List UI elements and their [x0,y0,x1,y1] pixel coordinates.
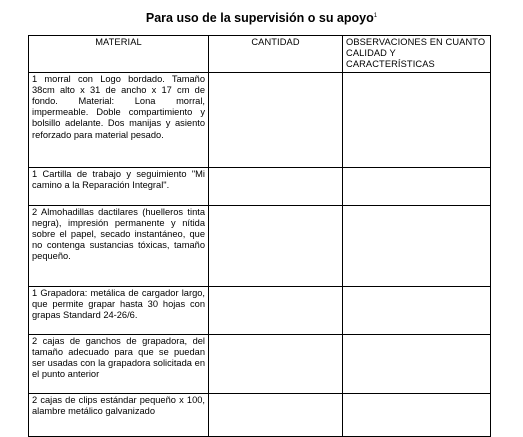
header-material: MATERIAL [29,36,209,73]
cantidad-cell[interactable] [209,393,343,436]
cantidad-cell[interactable] [209,334,343,393]
observaciones-cell[interactable] [343,334,491,393]
table-header-row [29,36,491,73]
table-row [29,393,491,436]
cantidad-cell[interactable] [209,167,343,205]
material-cell: 2 cajas de clips estándar pequeño x 100, alambre metálico galvanizado [29,393,209,436]
supply-table [28,35,491,437]
page-title [0,8,523,26]
material-cell: 1 Cartilla de trabajo y seguimiento "Mi camino a la Reparación Integral". [29,167,209,205]
cantidad-cell[interactable] [209,72,343,167]
page-title-text: Para uso de la supervisión o su apoyo [145,11,374,26]
title-footnote-marker: 1 [373,13,378,19]
material-cell: 2 cajas de ganchos de grapadora, del tamaño adecuado para que se puedan ser usadas con la grapadora solicitada en el punto anterior [29,334,209,393]
observaciones-cell[interactable] [343,205,491,286]
table-row [29,72,491,167]
header-cantidad: CANTIDAD [209,36,343,73]
table-row [29,334,491,393]
header-observaciones: OBSERVACIONES EN CUANTO CALIDAD Y CARACTERÍSTICAS [343,36,491,73]
table-row [29,167,491,205]
observaciones-cell[interactable] [343,393,491,436]
observaciones-cell[interactable] [343,167,491,205]
cantidad-cell[interactable] [209,205,343,286]
observaciones-cell[interactable] [343,72,491,167]
material-cell: 1 morral con Logo bordado. Tamaño 38cm alto x 31 de ancho x 17 cm de fondo. Material: Lona morral, impermeable. Doble compartimiento y bolsillo adelante. Dos manijas y asiento reforzado para material pesado. [29,72,209,167]
cantidad-cell[interactable] [209,286,343,334]
observaciones-cell[interactable] [343,286,491,334]
table-row [29,286,491,334]
material-cell: 1 Grapadora: metálica de cargador largo, que permite grapar hasta 30 hojas con grapas Standard 24-26/6. [29,286,209,334]
material-cell: 2 Almohadillas dactilares (huelleros tinta negra), impresión permanente y nítida sobre el papel, secado instantáneo, que no contenga sustancias tóxicas, tamaño pequeño. [29,205,209,286]
table-row [29,205,491,286]
